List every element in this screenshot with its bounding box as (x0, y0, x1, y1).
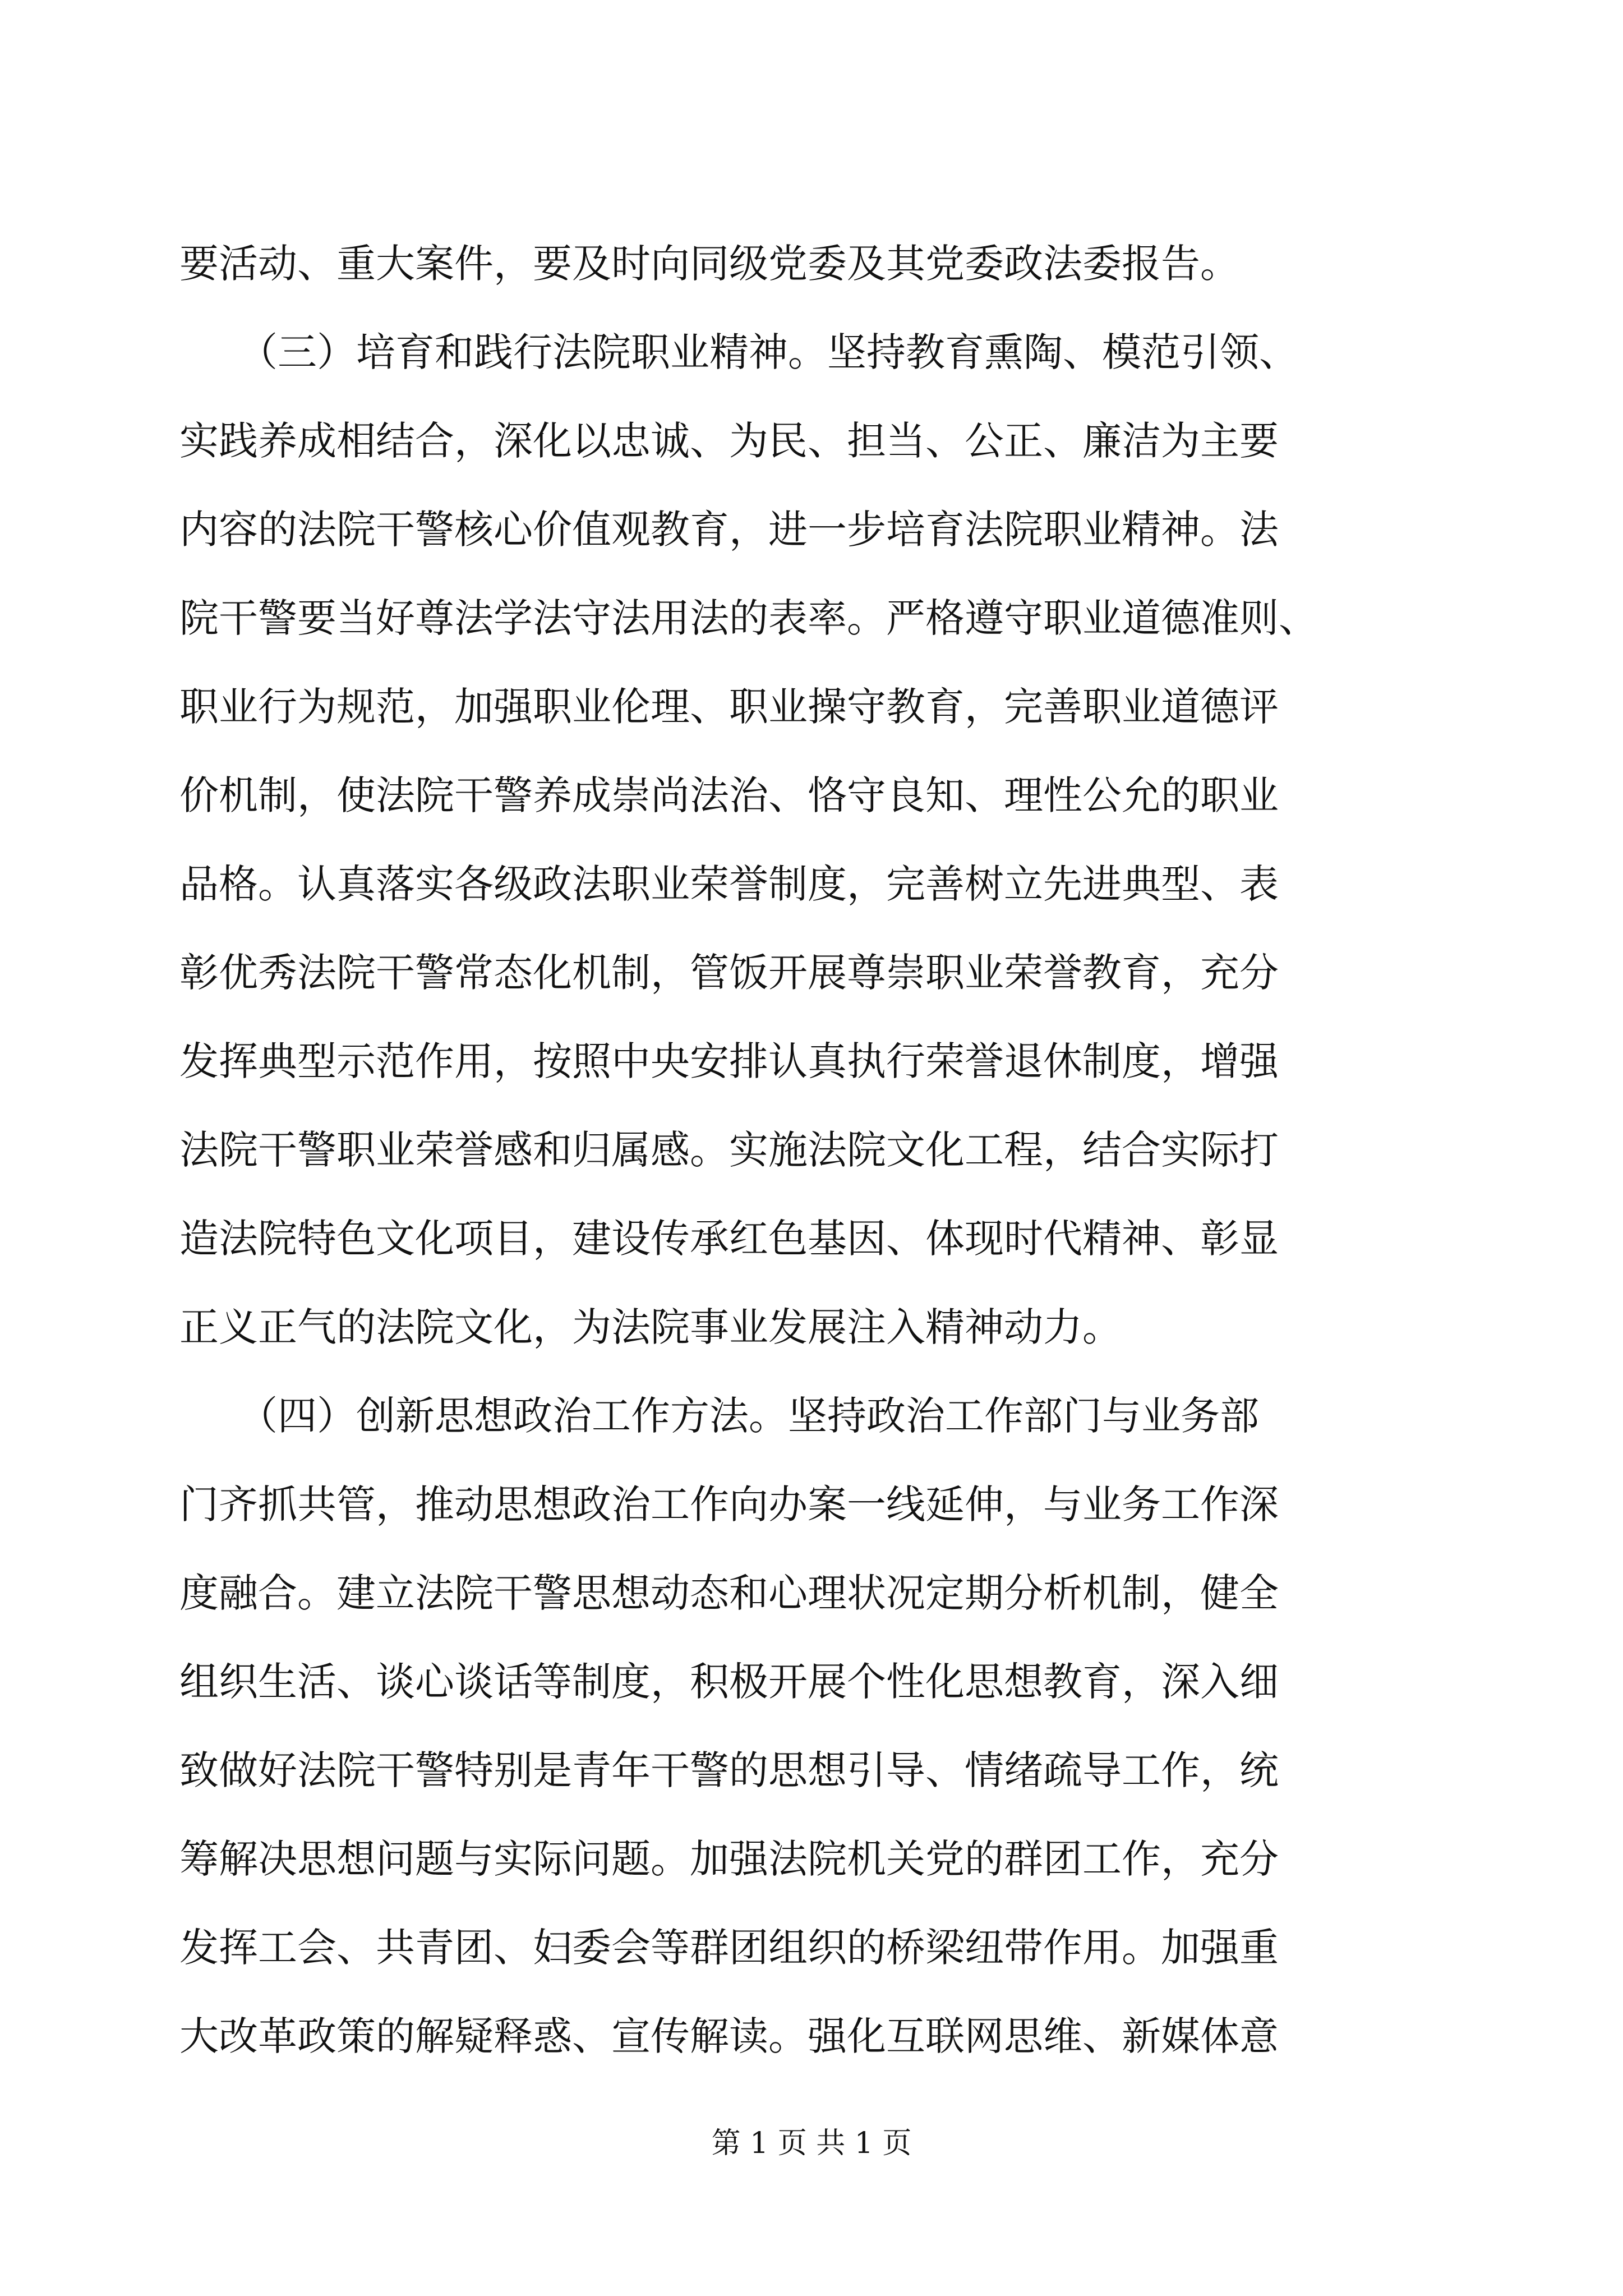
text-line: 院干警要当好尊法学法守法用法的表率。严格遵守职业道德准则、 (179, 595, 1318, 641)
text-line: 大改革政策的解疑释惑、宣传解读。强化互联网思维、新媒体意 (179, 2013, 1279, 2059)
text-line: 实践养成相结合，深化以忠诚、为民、担当、公正、廉洁为主要 (179, 418, 1279, 464)
text-line: 筹解决思想问题与实际问题。加强法院机关党的群团工作，充分 (179, 1836, 1279, 1882)
text-line: 造法院特色文化项目，建设传承红色基因、体现时代精神、彰显 (179, 1216, 1279, 1262)
text-line: 门齐抓共管，推动思想政治工作向办案一线延伸，与业务工作深 (179, 1481, 1279, 1527)
text-line: 发挥工会、共青团、妇委会等群团组织的桥梁纽带作用。加强重 (179, 1925, 1279, 1971)
text-line: （三）培育和践行法院职业精神。坚持教育熏陶、模范引领、 (179, 329, 1298, 375)
text-line: 价机制，使法院干警养成崇尚法治、恪守良知、理性公允的职业 (179, 772, 1279, 818)
text-line: 法院干警职业荣誉感和归属感。实施法院文化工程，结合实际打 (179, 1127, 1279, 1173)
text-line: 组织生活、谈心谈话等制度，积极开展个性化思想教育，深入细 (179, 1659, 1279, 1705)
text-line: 职业行为规范，加强职业伦理、职业操守教育，完善职业道德评 (179, 684, 1279, 730)
text-line: （四）创新思想政治工作方法。坚持政治工作部门与业务部 (179, 1393, 1259, 1439)
text-line: 要活动、重大案件，要及时向同级党委及其党委政法委报告。 (179, 241, 1239, 287)
text-line: 彰优秀法院干警常态化机制，管饭开展尊崇职业荣誉教育，充分 (179, 950, 1279, 996)
text-line: 发挥典型示范作用，按照中央安排认真执行荣誉退休制度，增强 (179, 1038, 1279, 1084)
page-footer: 第 1 页 共 1 页 (711, 2127, 912, 2160)
text-line: 品格。认真落实各级政法职业荣誉制度，完善树立先进典型、表 (179, 861, 1279, 907)
text-line: 致做好法院干警特别是青年干警的思想引导、情绪疏导工作，统 (179, 1747, 1279, 1793)
text-line: 正义正气的法院文化，为法院事业发展注入精神动力。 (179, 1304, 1122, 1350)
text-line: 内容的法院干警核心价值观教育，进一步培育法院职业精神。法 (179, 507, 1279, 553)
text-line: 度融合。建立法院干警思想动态和心理状况定期分析机制，健全 (179, 1570, 1279, 1616)
